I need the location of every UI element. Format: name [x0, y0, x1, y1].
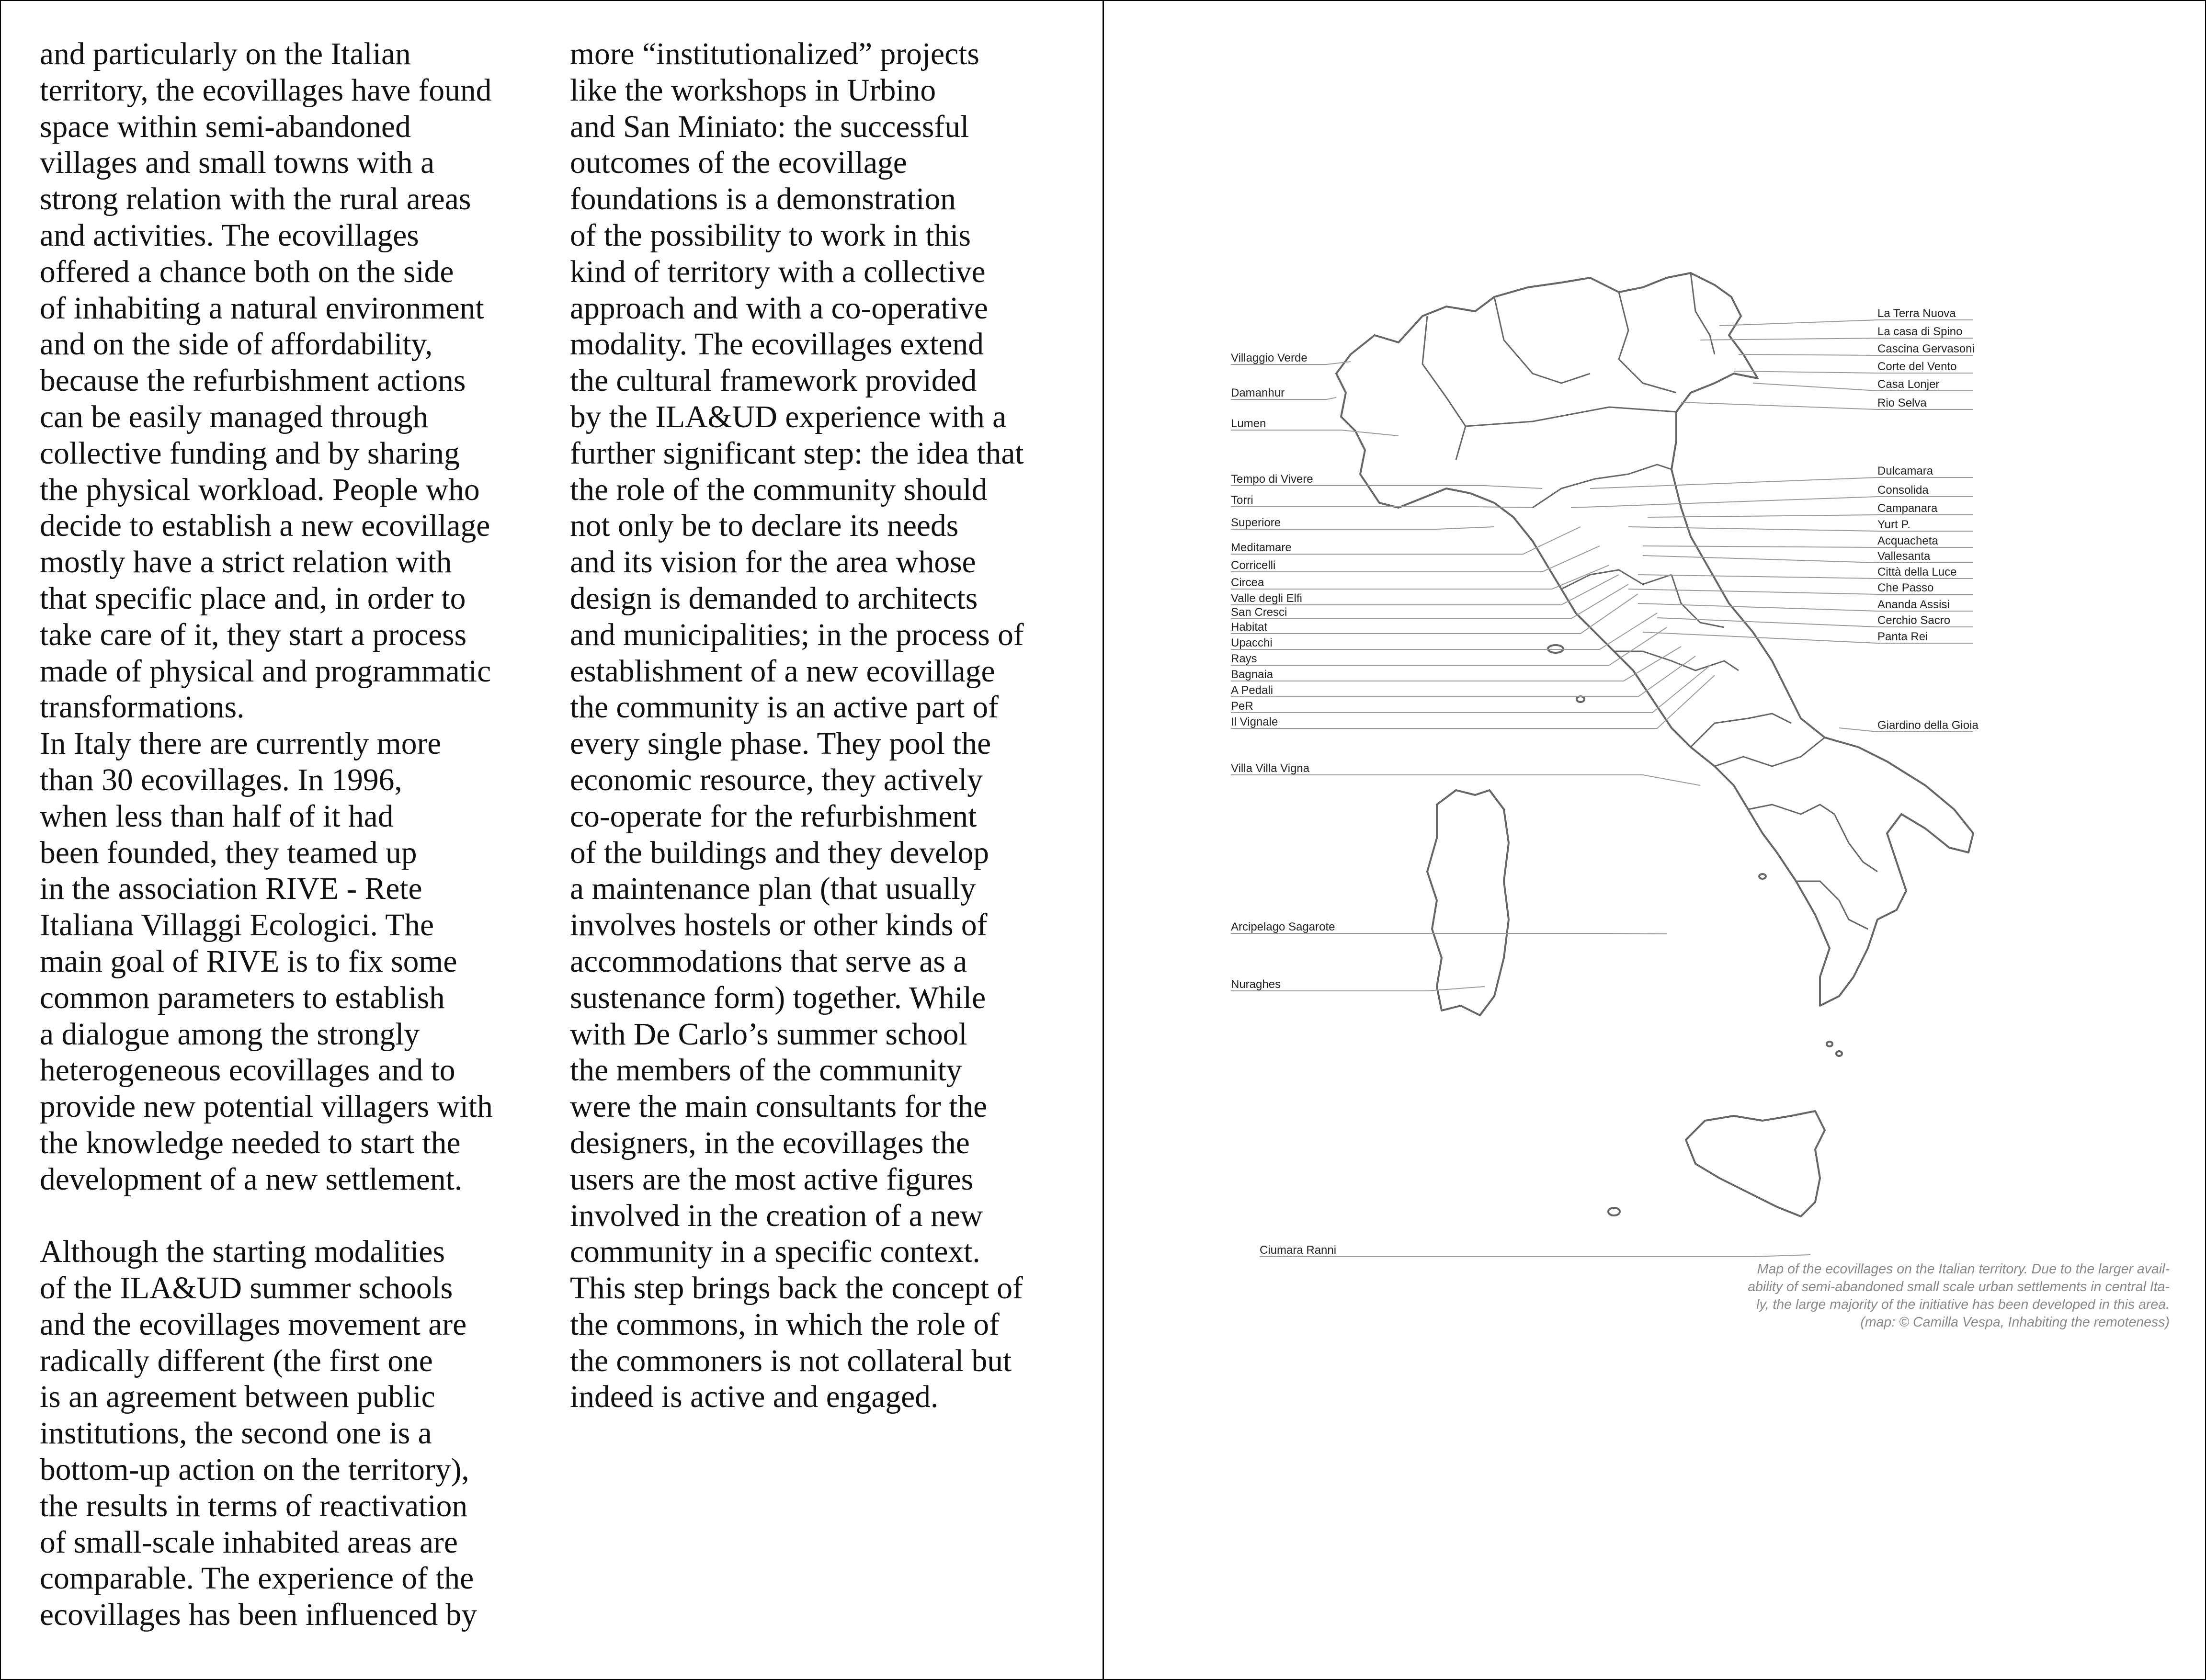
text-line: In Italy there are currently more — [40, 726, 442, 761]
text-line: foundations is a demonstration — [570, 182, 956, 217]
text-line: radically different (the first one — [40, 1343, 433, 1378]
text-line: not only be to declare its needs — [570, 509, 959, 544]
text-line: the knowledge needed to start the — [40, 1125, 461, 1160]
text-line: in the association RIVE - Rete — [40, 872, 422, 907]
text-line: design is demanded to architects — [570, 581, 978, 616]
leader-line — [1628, 527, 1973, 531]
text-line: the results in terms of reactivation — [40, 1488, 468, 1523]
text-line: mostly have a strict relation with — [40, 545, 452, 580]
text-line: decide to establish a new ecovillage — [40, 509, 490, 544]
text-line: territory, the ecovillages have found — [40, 73, 492, 108]
text-line: every single phase. They pool the — [570, 726, 991, 761]
leader-line — [1231, 430, 1399, 436]
text-line: made of physical and programmatic — [40, 654, 491, 689]
caption-line: (map: © Camilla Vespa, Inhabiting the remoteness) — [1860, 1315, 2170, 1330]
text-line: and San Miniato: the successful — [570, 109, 969, 144]
text-line: the members of the community — [570, 1053, 962, 1088]
leader-line — [1700, 338, 1973, 340]
map-label-left: Bagnaia — [1231, 668, 1274, 681]
text-line: can be easily managed through — [40, 399, 429, 434]
text-line: villages and small towns with a — [40, 146, 435, 181]
text-line: like the workshops in Urbino — [570, 73, 936, 108]
text-line: were the main consultants for the — [570, 1090, 988, 1124]
map-label-left: Arcipelago Sagarote — [1231, 920, 1335, 933]
text-line: main goal of RIVE is to fix some — [40, 944, 457, 979]
text-line: of the possibility to work in this — [570, 218, 971, 253]
text-line: designers, in the ecovillages the — [570, 1125, 970, 1160]
map-label-left: Villa Villa Vigna — [1231, 762, 1310, 775]
text-line: involved in the creation of a new — [570, 1198, 983, 1233]
region-boundaries — [1422, 273, 1877, 929]
text-line: when less than half of it had — [40, 799, 394, 834]
map-label-right: Vallesanta — [1877, 550, 1931, 563]
text-line: the commoners is not collateral but — [570, 1343, 1012, 1378]
text-line: co-operate for the refurbishment — [570, 799, 977, 834]
text-line: approach and with a co-operative — [570, 291, 988, 326]
text-line: of the ILA&UD summer schools — [40, 1271, 453, 1306]
island-vulcano — [1836, 1051, 1842, 1056]
caption-line: ly, the large majority of the initiative has been developed in this area. — [1756, 1297, 2170, 1312]
leader-line — [1231, 565, 1609, 589]
map-label-right: Cascina Gervasoni — [1877, 342, 1975, 355]
leader-line — [1260, 1255, 1810, 1257]
map-label-right: La casa di Spino — [1877, 325, 1963, 338]
map-label-left: Torri — [1231, 494, 1253, 507]
island-lipari — [1827, 1042, 1832, 1046]
text-line: because the refurbishment actions — [40, 363, 466, 398]
text-column-2 — [570, 36, 1078, 1416]
text-line: offered a chance both on the side — [40, 254, 454, 289]
text-column-1 — [40, 36, 538, 1634]
map-label-right: La Terra Nuova — [1877, 307, 1956, 320]
label-leader-lines — [1231, 320, 1973, 1257]
map-label-left: Tempo di Vivere — [1231, 473, 1313, 486]
map-label-left: Upacchi — [1231, 636, 1273, 649]
text-line: provide new potential villagers with — [40, 1090, 493, 1124]
text-line: This step brings back the concept of — [570, 1271, 1023, 1306]
text-line — [40, 1198, 538, 1235]
text-line: bottom-up action on the territory), — [40, 1453, 469, 1487]
text-line: been founded, they teamed up — [40, 835, 417, 870]
map-label-right: Yurt P. — [1877, 518, 1910, 531]
map-label-left: Meditamare — [1231, 541, 1292, 554]
text-line: establishment of a new ecovillage — [570, 654, 995, 689]
map-label-right: Corte del Vento — [1877, 360, 1957, 373]
map-label-left: PeR — [1231, 700, 1253, 713]
text-line: the community is an active part of — [570, 690, 999, 725]
text-line: further significant step: the idea that — [570, 436, 1024, 471]
text-line: accommodations that serve as a — [570, 944, 967, 979]
sicily-outline — [1686, 1111, 1825, 1216]
text-line: a maintenance plan (that usually — [570, 872, 976, 907]
leader-line — [1753, 383, 1973, 391]
map-label-right: Giardino della Gioia — [1877, 719, 1979, 732]
map-label-left: Corricelli — [1231, 559, 1276, 572]
text-line: users are the most active figures — [570, 1162, 974, 1197]
text-line: the role of the community should — [570, 472, 988, 507]
map-label-left: Circea — [1231, 576, 1264, 589]
map-label-right: Dulcamara — [1877, 465, 1933, 477]
text-line: modality. The ecovillages extend — [570, 327, 984, 362]
italy-outline — [1336, 273, 1973, 1216]
map-label-right: Rio Selva — [1877, 397, 1927, 409]
leader-line — [1231, 775, 1700, 785]
map-label-left: Villaggio Verde — [1231, 352, 1308, 364]
caption-line: ability of semi-abandoned small scale urban settlements in central Ita- — [1748, 1279, 2170, 1294]
text-line: community in a specific context. — [570, 1235, 980, 1270]
text-line: more “institutionalized” projects — [570, 37, 979, 71]
map-label-right: Casa Lonjer — [1877, 378, 1940, 391]
map-label-left: Lumen — [1231, 417, 1266, 430]
text-line: sustenance form) together. While — [570, 980, 986, 1015]
text-line: development of a new settlement. — [40, 1162, 463, 1197]
leader-line — [1231, 933, 1667, 934]
map-label-left: San Cresci — [1231, 606, 1287, 619]
text-line: ecovillages has been influenced by — [40, 1598, 478, 1633]
map-label-left: Damanhur — [1231, 386, 1285, 399]
text-line: and activities. The ecovillages — [40, 218, 419, 253]
text-line: by the ILA&UD experience with a — [570, 399, 1007, 434]
text-line: and its vision for the area whose — [570, 545, 976, 580]
map-label-right: Cerchio Sacro — [1877, 614, 1951, 627]
caption-line: Map of the ecovillages on the Italian territory. Due to the larger avail- — [1757, 1261, 2170, 1277]
text-line: of small-scale inhabited areas are — [40, 1525, 458, 1560]
text-line: is an agreement between public — [40, 1380, 435, 1415]
text-line: common parameters to establish — [40, 980, 445, 1015]
map-label-right: Città della Luce — [1877, 566, 1957, 579]
italy-ecovillage-map — [1197, 239, 2012, 1283]
text-line: Although the starting modalities — [40, 1235, 445, 1270]
text-line: comparable. The experience of the — [40, 1561, 474, 1596]
map-label-left: Ciumara Ranni — [1260, 1244, 1337, 1257]
text-line: and particularly on the Italian — [40, 37, 411, 71]
map-labels — [1231, 307, 1979, 1257]
text-line: that specific place and, in order to — [40, 581, 466, 616]
page-gutter — [1103, 0, 1104, 1680]
text-line: of inhabiting a natural environment — [40, 291, 484, 326]
map-label-left: Rays — [1231, 652, 1257, 665]
text-line: institutions, the second one is a — [40, 1416, 432, 1451]
leader-line — [1648, 515, 1973, 517]
text-line: the physical workload. People who — [40, 472, 480, 507]
map-label-right: Campanara — [1877, 502, 1938, 515]
text-line: involves hostels or other kinds of — [570, 908, 988, 943]
map-label-right: Consolida — [1877, 484, 1929, 497]
map-label-left: Il Vignale — [1231, 715, 1278, 728]
text-line: and municipalities; in the process of — [570, 617, 1024, 652]
text-line: than 30 ecovillages. In 1996, — [40, 762, 402, 797]
text-line: heterogeneous ecovillages and to — [40, 1053, 455, 1088]
leader-line — [1231, 507, 1533, 508]
text-line: Italiana Villaggi Ecologici. The — [40, 908, 434, 943]
text-line: indeed is active and engaged. — [570, 1380, 939, 1415]
island-pantelleria — [1608, 1208, 1620, 1215]
island-capri — [1759, 874, 1766, 879]
text-line: outcomes of the ecovillage — [570, 146, 907, 181]
leader-line — [1681, 402, 1973, 409]
text-line: a dialogue among the strongly — [40, 1017, 420, 1052]
map-label-right: Che Passo — [1877, 581, 1934, 594]
leader-line — [1231, 486, 1542, 488]
leader-line — [1231, 627, 1667, 665]
text-line: economic resource, they actively — [570, 762, 983, 797]
text-line: and on the side of affordability, — [40, 327, 433, 362]
text-line: the cultural framework provided — [570, 363, 977, 398]
text-line: transformations. — [40, 690, 245, 725]
text-line: with De Carlo’s summer school — [570, 1017, 967, 1052]
map-label-left: Superiore — [1231, 516, 1281, 529]
map-label-left: Nuraghes — [1231, 978, 1281, 991]
text-line: space within semi-abandoned — [40, 109, 411, 144]
text-line: take care of it, they start a process — [40, 617, 467, 652]
text-line: collective funding and by sharing — [40, 436, 460, 471]
map-label-right: Acquacheta — [1877, 534, 1938, 547]
map-label-left: Habitat — [1231, 621, 1268, 634]
sardinia-outline — [1427, 790, 1509, 1015]
text-line: of the buildings and they develop — [570, 835, 989, 870]
map-label-left: A Pedali — [1231, 684, 1274, 697]
map-label-right: Ananda Assisi — [1877, 598, 1950, 611]
map-label-left: Valle degli Elfi — [1231, 592, 1302, 605]
text-line: kind of territory with a collective — [570, 254, 986, 289]
text-line: strong relation with the rural areas — [40, 182, 471, 217]
text-line: and the ecovillages movement are — [40, 1307, 467, 1342]
map-caption — [1264, 1260, 2170, 1331]
text-line: the commons, in which the role of — [570, 1307, 1000, 1342]
map-label-right: Panta Rei — [1877, 630, 1928, 643]
